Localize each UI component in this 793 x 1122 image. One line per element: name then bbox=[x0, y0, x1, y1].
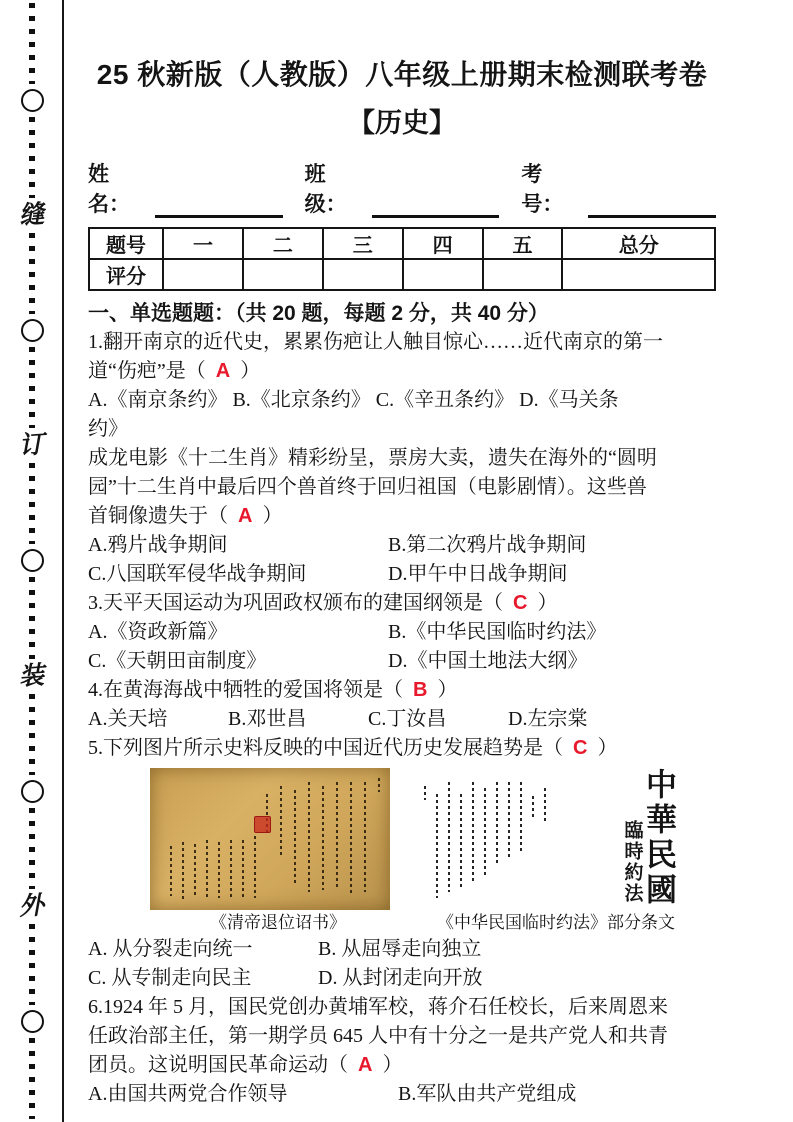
class-field bbox=[305, 158, 500, 218]
q5-stem-text: 5.下列图片所示史料反映的中国近代历史发展趋势是（ bbox=[88, 737, 563, 759]
q3-option-row bbox=[88, 618, 716, 647]
red-seal-icon bbox=[254, 816, 271, 833]
binding-circle-icon bbox=[21, 780, 44, 803]
binding-circle-icon bbox=[21, 319, 44, 342]
binding-circle-icon bbox=[21, 1010, 44, 1033]
binding-rule-line bbox=[62, 0, 64, 1122]
provisional-constitution-image bbox=[406, 768, 676, 910]
q4-option-row bbox=[88, 705, 716, 734]
q6-option-row bbox=[88, 1080, 716, 1109]
score-cell[interactable] bbox=[483, 259, 563, 290]
q2-option-a: A.鸦片战争期间 bbox=[88, 534, 228, 556]
q2-option-row bbox=[88, 531, 716, 560]
binding-dotted-line bbox=[29, 577, 35, 658]
binding-dotted-line bbox=[29, 3, 35, 84]
exam-no-blank[interactable] bbox=[588, 195, 716, 218]
q3-option-b: B.《中华民国临时约法》 bbox=[388, 621, 607, 643]
q5-option-d: D. 从封闭走向开放 bbox=[318, 967, 483, 989]
score-header-cell: 五 bbox=[483, 228, 563, 259]
page-title: 25 秋新版（人教版）八年级上册期末检测联考卷 bbox=[96, 59, 708, 90]
binding-char-zhuang: 装 bbox=[18, 661, 46, 691]
q3-answer-mark: C bbox=[513, 592, 528, 614]
student-info-row bbox=[88, 158, 716, 218]
binding-dotted-line bbox=[29, 808, 35, 889]
abdication-edict-image bbox=[150, 768, 390, 910]
q4-option-b: B.邓世昌 bbox=[228, 708, 307, 730]
score-cell[interactable] bbox=[403, 259, 483, 290]
q5-answer-mark: C bbox=[573, 737, 588, 759]
q4-option-c: C.丁汝昌 bbox=[368, 708, 447, 730]
q5-figures bbox=[150, 768, 716, 910]
q3-stem-answer-line bbox=[88, 589, 716, 618]
exam-content bbox=[88, 0, 716, 1109]
binding-circle-icon bbox=[21, 89, 44, 112]
q6-answer-mark: A bbox=[358, 1054, 373, 1076]
q4-option-d: D.左宗棠 bbox=[508, 708, 588, 730]
q4-option-a: A.关天培 bbox=[88, 708, 168, 730]
exam-no-label: 考号： bbox=[521, 162, 564, 216]
q5-captions bbox=[150, 910, 716, 935]
q1-stem: 1.翻开南京的近代史，累累伤疤让人触目惊心……近代南京的第一 bbox=[88, 331, 663, 353]
score-cell[interactable] bbox=[163, 259, 243, 290]
score-header-cell: 题号 bbox=[89, 228, 163, 259]
q6-stem-answer-line bbox=[88, 1051, 716, 1080]
binding-char-wai: 外 bbox=[18, 891, 46, 921]
q1-close-paren: ） bbox=[240, 360, 261, 382]
q5-option-a: A. 从分裂走向统一 bbox=[88, 938, 253, 960]
section-heading: 一、单选题题：（共 20 题，每题 2 分，共 40 分） bbox=[88, 302, 549, 325]
name-label: 姓名： bbox=[88, 162, 130, 216]
q3-option-d: D.《中国土地法大纲》 bbox=[388, 650, 588, 672]
name-field bbox=[88, 158, 283, 218]
q6-option-a: A.由国共两党合作领导 bbox=[88, 1083, 288, 1105]
q3-option-c: C.《天朝田亩制度》 bbox=[88, 650, 267, 672]
binding-dotted-line bbox=[29, 694, 35, 775]
score-header-cell: 总分 bbox=[562, 228, 715, 259]
q2-option-c: C.八国联军侵华战争期间 bbox=[88, 563, 307, 585]
score-header-cell: 三 bbox=[323, 228, 403, 259]
score-header-cell: 二 bbox=[243, 228, 323, 259]
q4-answer-mark: B bbox=[413, 679, 428, 701]
q1-stem-text: 道“伤疤”是（ bbox=[88, 360, 206, 382]
class-label: 班级： bbox=[304, 162, 347, 216]
q3-close-paren: ） bbox=[537, 592, 558, 614]
q2-option-d: D.甲午中日战争期间 bbox=[388, 563, 568, 585]
q4-close-paren: ） bbox=[437, 679, 458, 701]
q6-stem-text: 团员。这说明国民革命运动（ bbox=[88, 1054, 348, 1076]
q2-option-row bbox=[88, 560, 716, 589]
calligraphy-big-chars: 中華民國 bbox=[641, 768, 676, 908]
calligraphy-title bbox=[622, 768, 674, 910]
score-row-label: 评分 bbox=[89, 259, 163, 290]
binding-char-ding: 订 bbox=[18, 431, 46, 461]
caption-right: 《中华民国临时约法》部分条文 bbox=[437, 913, 675, 932]
class-blank[interactable] bbox=[372, 195, 500, 218]
q2-close-paren: ） bbox=[262, 505, 283, 527]
q5-option-row bbox=[88, 935, 716, 964]
q2-stem: 园”十二生肖中最后四个兽首终于回归祖国（电影剧情）。这些兽 bbox=[88, 476, 647, 498]
exam-no-field bbox=[521, 158, 716, 218]
q5-option-c: C. 从专制走向民主 bbox=[88, 967, 252, 989]
score-cell[interactable] bbox=[562, 259, 715, 290]
q6-stem: 6.1924 年 5 月，国民党创办黄埔军校，蒋介石任校长，后来周恩来 bbox=[88, 996, 668, 1018]
binding-dotted-line bbox=[29, 117, 35, 198]
name-blank[interactable] bbox=[155, 195, 283, 218]
q2-option-b: B.第二次鸦片战争期间 bbox=[388, 534, 587, 556]
score-cell[interactable] bbox=[243, 259, 323, 290]
binding-circle-icon bbox=[21, 549, 44, 572]
score-cell[interactable] bbox=[323, 259, 403, 290]
q3-stem-text: 3.天平天国运动为巩固政权颁布的建国纲领是（ bbox=[88, 592, 503, 614]
subject-title: 【历史】 bbox=[348, 108, 456, 138]
q2-stem-answer-line bbox=[88, 502, 716, 531]
q4-stem-answer-line bbox=[88, 676, 716, 705]
q1-stem-answer-line bbox=[88, 357, 716, 386]
q6-option-b: B.军队由共产党组成 bbox=[398, 1083, 577, 1105]
q6-stem: 任政治部主任，第一期学员 645 人中有十分之一是共产党人和共青 bbox=[88, 1025, 668, 1047]
q3-option-row bbox=[88, 647, 716, 676]
score-value-row bbox=[89, 259, 715, 290]
binding-margin bbox=[16, 0, 48, 1122]
q2-stem: 成龙电影《十二生肖》精彩纷呈，票房大卖，遗失在海外的“圆明 bbox=[88, 447, 657, 469]
score-table bbox=[88, 227, 716, 291]
q1-options: A.《南京条约》 B.《北京条约》 C.《辛丑条约》 D.《马关条 bbox=[88, 389, 619, 411]
binding-dotted-line bbox=[29, 233, 35, 314]
q5-option-row bbox=[88, 964, 716, 993]
binding-char-feng: 缝 bbox=[18, 201, 46, 231]
binding-dotted-line bbox=[29, 347, 35, 428]
q6-close-paren: ） bbox=[382, 1054, 403, 1076]
q2-answer-mark: A bbox=[238, 505, 253, 527]
score-header-row bbox=[89, 228, 715, 259]
q4-stem-text: 4.在黄海海战中牺牲的爱国将领是（ bbox=[88, 679, 403, 701]
binding-dotted-line bbox=[29, 1038, 35, 1119]
q2-stem-text: 首铜像遗失于（ bbox=[88, 505, 228, 527]
q5-close-paren: ） bbox=[597, 737, 618, 759]
q5-stem-answer-line bbox=[88, 734, 716, 763]
score-header-cell: 一 bbox=[163, 228, 243, 259]
calligraphy-small-chars: 臨時約法 bbox=[621, 820, 643, 904]
q1-answer-mark: A bbox=[215, 360, 231, 382]
binding-dotted-line bbox=[29, 924, 35, 1005]
q5-option-b: B. 从屈辱走向独立 bbox=[318, 938, 482, 960]
caption-left: 《清帝退位诏书》 bbox=[210, 913, 346, 932]
score-header-cell: 四 bbox=[403, 228, 483, 259]
q3-option-a: A.《资政新篇》 bbox=[88, 621, 228, 643]
binding-dotted-line bbox=[29, 463, 35, 544]
q1-options-wrap: 约》 bbox=[88, 418, 128, 440]
